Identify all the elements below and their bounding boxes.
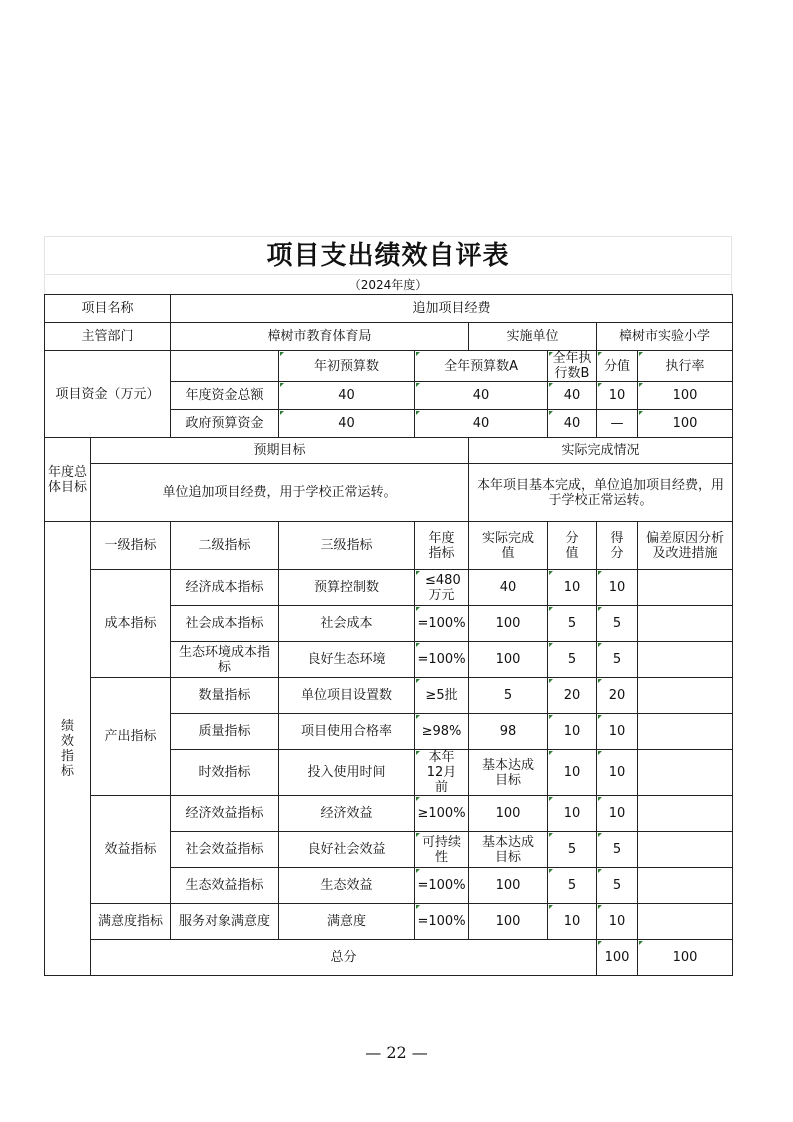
perf-reason	[638, 796, 733, 832]
perf-l2: 社会成本指标	[171, 606, 279, 642]
goals-expected-header: 预期目标	[91, 438, 469, 464]
funds-cell: 40	[279, 410, 415, 438]
perf-header-actual: 实际完成值	[469, 522, 548, 570]
perf-group-cost: 成本指标	[91, 570, 171, 678]
perf-got: 5	[597, 868, 638, 904]
perf-target: ≥5批	[415, 678, 469, 714]
perf-group-output: 产出指标	[91, 678, 171, 796]
perf-reason	[638, 750, 733, 796]
dept-label: 主管部门	[45, 323, 171, 351]
perf-got: 10	[597, 904, 638, 940]
funds-header-initial: 年初预算数	[279, 351, 415, 382]
funds-row-gov-label: 政府预算资金	[171, 410, 279, 438]
perf-reason	[638, 714, 733, 750]
form-title: 项目支出绩效自评表	[266, 241, 510, 271]
perf-score: 5	[548, 642, 597, 678]
perf-actual: 100	[469, 868, 548, 904]
goals-actual-text: 本年项目基本完成，单位追加项目经费，用于学校正常运转。	[469, 464, 733, 522]
funds-cell: 40	[548, 382, 597, 410]
perf-actual: 基本达成目标	[469, 832, 548, 868]
dept-value: 樟树市教育体育局	[171, 323, 469, 351]
perf-l3: 生态效益	[279, 868, 415, 904]
goals-label: 年度总体目标	[45, 438, 91, 522]
perf-target: ≥100%	[415, 796, 469, 832]
perf-score: 10	[548, 750, 597, 796]
funds-row-total-label: 年度资金总额	[171, 382, 279, 410]
perf-reason	[638, 606, 733, 642]
funds-header-rate: 执行率	[638, 351, 733, 382]
perf-header-reason: 偏差原因分析及改进措施	[638, 522, 733, 570]
perf-score: 5	[548, 868, 597, 904]
form-year: （2024年度）	[44, 274, 732, 294]
perf-l3: 预算控制数	[279, 570, 415, 606]
perf-header-score: 分值	[548, 522, 597, 570]
perf-reason	[638, 904, 733, 940]
funds-header-score: 分值	[597, 351, 638, 382]
perf-reason	[638, 868, 733, 904]
perf-label: 绩效指标	[45, 522, 91, 976]
perf-target: 可持续性	[415, 832, 469, 868]
perf-l3: 投入使用时间	[279, 750, 415, 796]
perf-l3: 良好生态环境	[279, 642, 415, 678]
perf-l3: 满意度	[279, 904, 415, 940]
perf-score: 10	[548, 570, 597, 606]
perf-l2: 数量指标	[171, 678, 279, 714]
funds-label: 项目资金（万元）	[45, 351, 171, 438]
perf-l3: 单位项目设置数	[279, 678, 415, 714]
funds-cell: 100	[638, 382, 733, 410]
perf-got: 10	[597, 714, 638, 750]
funds-header-annual: 全年预算数A	[415, 351, 548, 382]
funds-cell: 40	[415, 410, 548, 438]
perf-target: ≥98%	[415, 714, 469, 750]
funds-cell: —	[597, 410, 638, 438]
perf-got: 10	[597, 570, 638, 606]
perf-target: =100%	[415, 868, 469, 904]
funds-cell: 40	[279, 382, 415, 410]
perf-got: 5	[597, 606, 638, 642]
goals-actual-header: 实际完成情况	[469, 438, 733, 464]
perf-header-l2: 二级指标	[171, 522, 279, 570]
perf-got: 5	[597, 832, 638, 868]
project-name-value: 追加项目经费	[171, 295, 733, 323]
perf-l2: 时效指标	[171, 750, 279, 796]
perf-reason	[638, 642, 733, 678]
perf-target: ≤480万元	[415, 570, 469, 606]
perf-actual: 5	[469, 678, 548, 714]
total-label: 总分	[91, 940, 597, 976]
funds-cell: 10	[597, 382, 638, 410]
funds-header-executed: 全年执行数B	[548, 351, 597, 382]
perf-l2: 生态效益指标	[171, 868, 279, 904]
perf-target: 本年12月前	[415, 750, 469, 796]
perf-got: 10	[597, 796, 638, 832]
page-number: — 22 —	[365, 1043, 428, 1062]
perf-score: 5	[548, 606, 597, 642]
perf-group-satisfaction: 满意度指标	[91, 904, 171, 940]
total-score: 100	[597, 940, 638, 976]
perf-got: 20	[597, 678, 638, 714]
perf-reason	[638, 832, 733, 868]
perf-target: =100%	[415, 606, 469, 642]
perf-header-got: 得分	[597, 522, 638, 570]
perf-target: =100%	[415, 642, 469, 678]
perf-score: 10	[548, 796, 597, 832]
funds-cell: 40	[548, 410, 597, 438]
perf-score: 10	[548, 904, 597, 940]
perf-actual: 100	[469, 642, 548, 678]
perf-score: 20	[548, 678, 597, 714]
perf-l3: 良好社会效益	[279, 832, 415, 868]
perf-header-target: 年度指标	[415, 522, 469, 570]
perf-got: 10	[597, 750, 638, 796]
total-got: 100	[638, 940, 733, 976]
perf-actual: 100	[469, 904, 548, 940]
perf-target: =100%	[415, 904, 469, 940]
perf-reason	[638, 570, 733, 606]
perf-l2: 社会效益指标	[171, 832, 279, 868]
funds-cell: 40	[415, 382, 548, 410]
perf-actual: 98	[469, 714, 548, 750]
funds-blank-header	[171, 351, 279, 382]
perf-actual: 基本达成目标	[469, 750, 548, 796]
perf-l2: 质量指标	[171, 714, 279, 750]
perf-score: 10	[548, 714, 597, 750]
perf-actual: 40	[469, 570, 548, 606]
perf-got: 5	[597, 642, 638, 678]
evaluation-table	[44, 294, 733, 976]
goals-expected-text: 单位追加项目经费，用于学校正常运转。	[91, 464, 469, 522]
perf-l3: 经济效益	[279, 796, 415, 832]
perf-actual: 100	[469, 606, 548, 642]
perf-l2: 经济成本指标	[171, 570, 279, 606]
perf-score: 5	[548, 832, 597, 868]
perf-header-l3: 三级指标	[279, 522, 415, 570]
funds-cell: 100	[638, 410, 733, 438]
perf-actual: 100	[469, 796, 548, 832]
perf-l3: 社会成本	[279, 606, 415, 642]
unit-label: 实施单位	[469, 323, 597, 351]
perf-l3: 项目使用合格率	[279, 714, 415, 750]
perf-group-benefit: 效益指标	[91, 796, 171, 904]
perf-l2: 服务对象满意度	[171, 904, 279, 940]
project-name-label: 项目名称	[45, 295, 171, 323]
perf-reason	[638, 678, 733, 714]
perf-l2: 经济效益指标	[171, 796, 279, 832]
perf-header-l1: 一级指标	[91, 522, 171, 570]
unit-value: 樟树市实验小学	[597, 323, 733, 351]
perf-l2: 生态环境成本指标	[171, 642, 279, 678]
